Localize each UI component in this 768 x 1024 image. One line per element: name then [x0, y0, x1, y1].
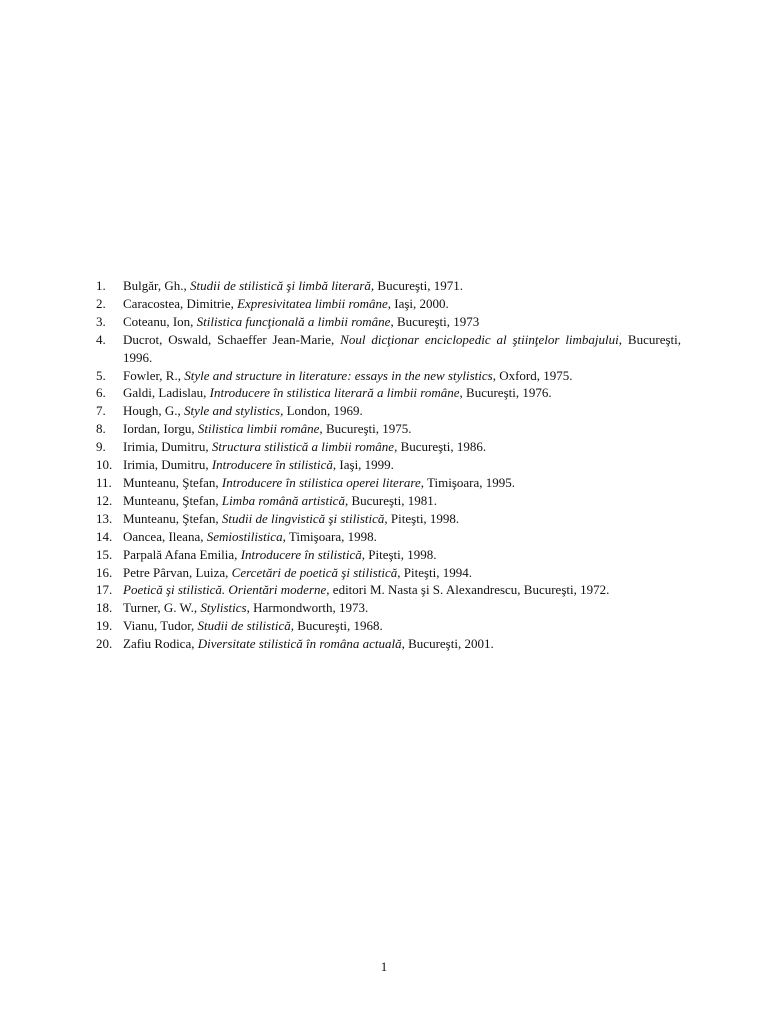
entry-author: Irimia, Dumitru, — [123, 457, 212, 473]
entry-text — [123, 420, 681, 438]
entry-publication: Bucureşti, 1971. — [374, 278, 463, 293]
entry-publication: , Piteşti, 1994. — [397, 564, 473, 580]
entry-title: Structura stilistică a limbii române — [211, 439, 395, 455]
entry-number: 18. — [96, 600, 113, 616]
entry-text — [123, 384, 681, 402]
entry-text — [123, 599, 681, 617]
entry-title: Introducere în stilistica operei literare — [221, 474, 421, 490]
bibliography-entry — [96, 402, 681, 420]
entry-author: Coteanu, Ion, — [123, 313, 197, 329]
bibliography-entry — [96, 295, 681, 313]
entry-text — [123, 456, 681, 474]
entry-publication: , Piteşti, 1998. — [361, 546, 437, 562]
entry-number: 19. — [96, 618, 113, 634]
entry-publication: , Iaşi, 1999. — [332, 457, 394, 473]
entry-number: 8. — [96, 421, 106, 437]
bibliography-entry — [96, 599, 681, 617]
bibliography-entry — [96, 456, 681, 474]
bibliography-entry — [96, 438, 681, 456]
entry-text — [123, 438, 681, 456]
entry-text — [123, 402, 681, 420]
entry-text — [123, 367, 681, 385]
bibliography-list — [96, 277, 681, 653]
entry-author: Turner, G. W., — [123, 600, 201, 616]
entry-number: 1. — [96, 278, 106, 293]
entry-text — [123, 581, 681, 599]
entry-text — [123, 510, 681, 528]
bibliography-entry — [96, 331, 681, 367]
entry-author: Irimia, Dumitru, — [123, 439, 212, 455]
entry-number: 7. — [96, 403, 106, 419]
entry-publication: , Bucureşti, 1973 — [390, 313, 480, 329]
entry-publication: , editori M. Nasta şi S. Alexandrescu, Bucureşti, 1972. — [326, 582, 610, 598]
entry-title: Studii de lingvistică şi stilistică — [221, 510, 385, 526]
entry-title: Introducere în stilistică — [240, 546, 362, 562]
entry-number: 20. — [96, 636, 113, 652]
entry-title: Stilistica limbii române, — [197, 421, 323, 437]
entry-title: Semiostilistica — [206, 528, 283, 544]
entry-text — [123, 277, 681, 295]
bibliography-entry — [96, 528, 681, 546]
entry-text — [123, 331, 681, 367]
bibliography-entry — [96, 367, 681, 385]
entry-number: 2. — [96, 295, 106, 311]
entry-publication: , Timişoara, 1998. — [282, 528, 377, 544]
entry-author: Petre Pârvan, Luiza, — [123, 564, 232, 580]
entry-number: 4. — [96, 331, 106, 347]
entry-text — [123, 564, 681, 582]
entry-number: 5. — [96, 367, 106, 383]
entry-number: 10. — [96, 457, 113, 473]
entry-author: Parpală Afana Emilia, — [123, 546, 241, 562]
entry-title: Studii de stilistică — [197, 618, 291, 634]
entry-author: Zafiu Rodica, — [123, 636, 198, 652]
entry-text — [123, 474, 681, 492]
entry-author: Fowler, R., — [123, 367, 185, 383]
entry-text — [123, 492, 681, 510]
entry-title: Cercetări de poetică şi stilistică — [231, 564, 398, 580]
entry-publication: , Piteşti, 1998. — [384, 510, 460, 526]
entry-number: 3. — [96, 313, 106, 329]
entry-text — [123, 313, 681, 331]
entry-text — [123, 295, 681, 313]
entry-publication: Bucureşti, 1975. — [322, 421, 412, 437]
entry-publication: , Bucureşti, 2001. — [401, 636, 494, 652]
entry-title: Diversitate stilistică în româna actuală — [197, 636, 402, 652]
entry-publication: , Bucureşti, 1968. — [290, 618, 383, 634]
bibliography-entry — [96, 510, 681, 528]
entry-text — [123, 546, 681, 564]
entry-title: Stylistics — [200, 600, 247, 616]
entry-author: Ducrot, Oswald, Schaeffer Jean-Marie, — [123, 331, 341, 347]
entry-publication: , Oxford, 1975. — [492, 367, 573, 383]
entry-publication: Iaşi, 2000. — [391, 295, 449, 311]
entry-publication: , Bucureşti, 1976. — [459, 385, 552, 401]
entry-title: Studii de stilistică şi limbă literară, — [190, 278, 375, 293]
bibliography-entry — [96, 420, 681, 438]
entry-number: 14. — [96, 528, 113, 544]
entry-text — [123, 635, 681, 653]
entry-number: 17. — [96, 582, 113, 598]
entry-publication: , Timişoara, 1995. — [420, 474, 516, 490]
entry-title: Introducere în stilistică — [211, 457, 333, 473]
entry-title: Noul dicţionar enciclopedic al ştiinţelor limbajului — [340, 331, 619, 347]
entry-title: Expresivitatea limbii române, — [237, 295, 392, 311]
entry-author: Vianu, Tudor, — [123, 618, 198, 634]
bibliography-entry — [96, 277, 681, 295]
bibliography-entry — [96, 474, 681, 492]
entry-publication: London, 1969. — [283, 403, 363, 419]
entry-publication: , Bucureşti, 1996. — [123, 331, 681, 365]
entry-number: 11. — [96, 474, 112, 490]
entry-publication: , Bucureşti, 1981. — [344, 492, 438, 508]
bibliography-entry — [96, 313, 681, 331]
entry-author: Caracostea, Dimitrie, — [123, 295, 238, 311]
entry-author: Bulgăr, Gh., — [123, 278, 190, 293]
entry-number: 15. — [96, 546, 113, 562]
entry-author: Iordan, Iorgu, — [123, 421, 198, 437]
entry-number: 6. — [96, 385, 106, 401]
entry-author: Munteanu, Ştefan, — [123, 492, 222, 508]
bibliography-entry — [96, 635, 681, 653]
entry-number: 12. — [96, 492, 113, 508]
entry-title: Introducere în stilistica literară a limbii române — [209, 385, 460, 401]
entry-title: Stilistica funcţională a limbii române — [196, 313, 391, 329]
entry-title: Style and structure in literature: essays in the new stylistics — [184, 367, 493, 383]
bibliography-entry — [96, 617, 681, 635]
bibliography-entry — [96, 581, 681, 599]
entry-author: Galdi, Ladislau, — [123, 385, 210, 401]
bibliography-entry — [96, 564, 681, 582]
page-number: 1 — [380, 959, 388, 974]
entry-number: 16. — [96, 564, 113, 580]
bibliography-entry — [96, 492, 681, 510]
entry-number: 9. — [96, 439, 106, 455]
entry-publication: , Harmondworth, 1973. — [246, 600, 369, 616]
entry-title: Style and stylistics, — [184, 403, 284, 419]
entry-title: Poetică şi stilistică. Orientări moderne — [123, 582, 327, 598]
entry-author: Hough, G., — [123, 403, 185, 419]
entry-number: 13. — [96, 510, 113, 526]
entry-text — [123, 617, 681, 635]
entry-text — [123, 528, 681, 546]
entry-author: Munteanu, Ştefan, — [123, 510, 222, 526]
bibliography-entry — [96, 546, 681, 564]
bibliography-entry — [96, 384, 681, 402]
entry-publication: , Bucureşti, 1986. — [394, 439, 487, 455]
entry-title: Limba română artistică — [221, 492, 345, 508]
entry-author: Munteanu, Ştefan, — [123, 474, 222, 490]
entry-author: Oancea, Ileana, — [123, 528, 207, 544]
